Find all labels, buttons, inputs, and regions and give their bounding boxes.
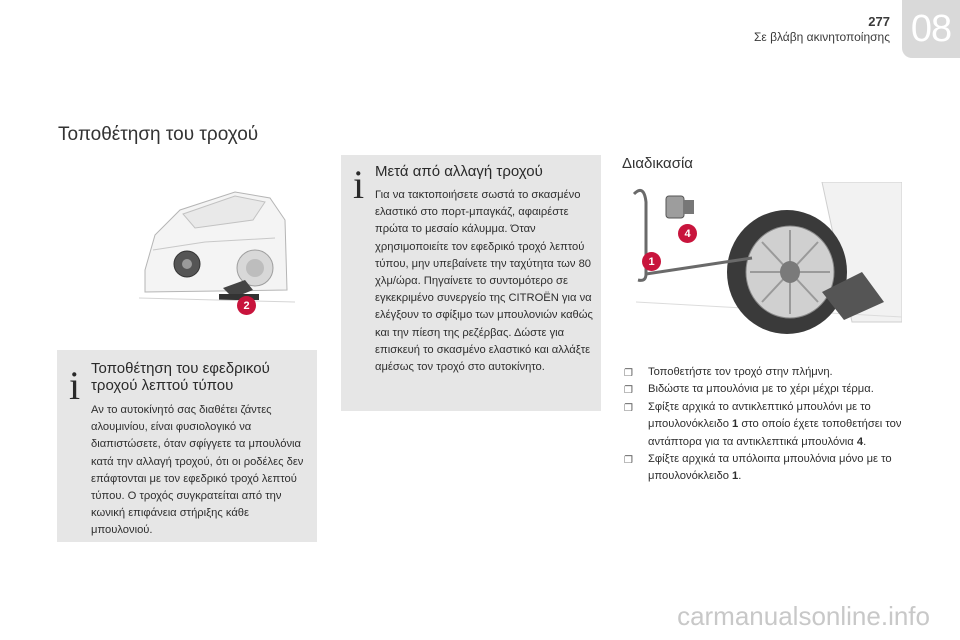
callout-badge-1 (642, 252, 661, 271)
car-drawing (135, 180, 295, 320)
page-number: 277 (868, 14, 890, 29)
procedure-step (622, 364, 912, 381)
step-text: Τοποθετήστε τον τροχό στην πλήμνη. (648, 366, 833, 378)
info-box-after-change (341, 155, 601, 411)
checkbox-icon: ❐ (624, 385, 633, 397)
step-text: . (863, 435, 867, 448)
wheel-tools-illustration (622, 182, 902, 334)
info-box-spare-wheel (57, 350, 317, 542)
step-ref: 1 (732, 470, 739, 483)
callout-number: 2 (243, 299, 250, 312)
procedure-step (622, 451, 912, 486)
info-icon: i (69, 363, 81, 408)
car-jack-illustration (135, 180, 295, 320)
chapter-tab: 08 (902, 0, 960, 58)
info-icon: i (353, 162, 365, 207)
procedure-steps (622, 364, 912, 486)
step-ref: 4 (856, 435, 864, 448)
info-box-title: Τοποθέτηση του εφεδρικού τροχού λεπτού τύπου (91, 360, 270, 394)
callout-number-4: 4 (684, 227, 691, 240)
step-text: Σφίξτε αρχικά τα υπόλοιπα μπουλόνια μόνο με το μπουλονόκλειδο (648, 453, 892, 483)
step-ref: 1 (732, 418, 739, 431)
procedure-step (622, 381, 912, 398)
wheel-drawing (622, 182, 902, 334)
info-box-title: Μετά από αλλαγή τροχού (375, 163, 543, 180)
procedure-title: Διαδικασία (622, 155, 693, 172)
step-text: Βιδώστε τα μπουλόνια με το χέρι μέχρι τέρμα. (648, 383, 874, 396)
callout-badge-4 (678, 224, 697, 243)
info-box-body: Αν το αυτοκίνητό σας διαθέτει ζάντες αλουμινίου, είναι φυσιολογικό να διαπιστώσετε, όταν σφίγγετε τα μπουλόνια κατά την αλλαγή τροχού, ότι οι ροδέλες δεν επάφτονται με τον εφεδρικό τροχό λεπτού τύπου. Ο τροχός συγκρατείται από την κωνική επιφάνεια στήριξης κάθε μπουλονιού. (91, 404, 304, 537)
checkbox-icon: ❐ (624, 455, 633, 467)
callout-number-1: 1 (648, 255, 655, 268)
watermark: carmanualsonline.info (677, 601, 930, 631)
checkbox-icon: ❐ (624, 402, 633, 414)
callout-badge (237, 296, 256, 315)
main-title: Τοποθέτηση του τροχού (58, 124, 259, 145)
checkbox-icon: ❐ (624, 368, 633, 379)
info-box-body: Για να τακτοποιήσετε σωστά το σκασμένο ελαστικό στο πορτ-μπαγκάζ, αφαιρέστε πρώτα το μεσαίο κάλυμμα. Όταν χρησιμοποιείτε τον εφεδρικό τροχό λεπτού τύπου, μην υπεβαίνετε την ταχύτητα των 80 χλμ/ώρα. Πηγαίνετε το συντομότερο σε εγκεκριμένο συνεργείο της CITROËN για να ελέγξουν το σφίξιμο των μπουλονιών καθώς και την πίεση της ρεζέρβας. Δώστε για επισκευή το σκασμένο ελαστικό και αλλάξτε αμέσως τον τροχό στο αυτοκίνητο. (375, 189, 593, 374)
step-text: Σφίξτε αρχικά το αντικλεπτικό μπουλόνι με το μπουλονόκλειδο (648, 400, 871, 431)
step-text: στο οποίο έχετε τοποθετήσει τον αντάπτορα για τα αντικλεπτικά μπουλόνια (648, 418, 902, 448)
procedure-step (622, 399, 912, 451)
step-text: . (738, 470, 742, 483)
section-title: Σε βλάβη ακινητοποίησης (753, 30, 890, 44)
